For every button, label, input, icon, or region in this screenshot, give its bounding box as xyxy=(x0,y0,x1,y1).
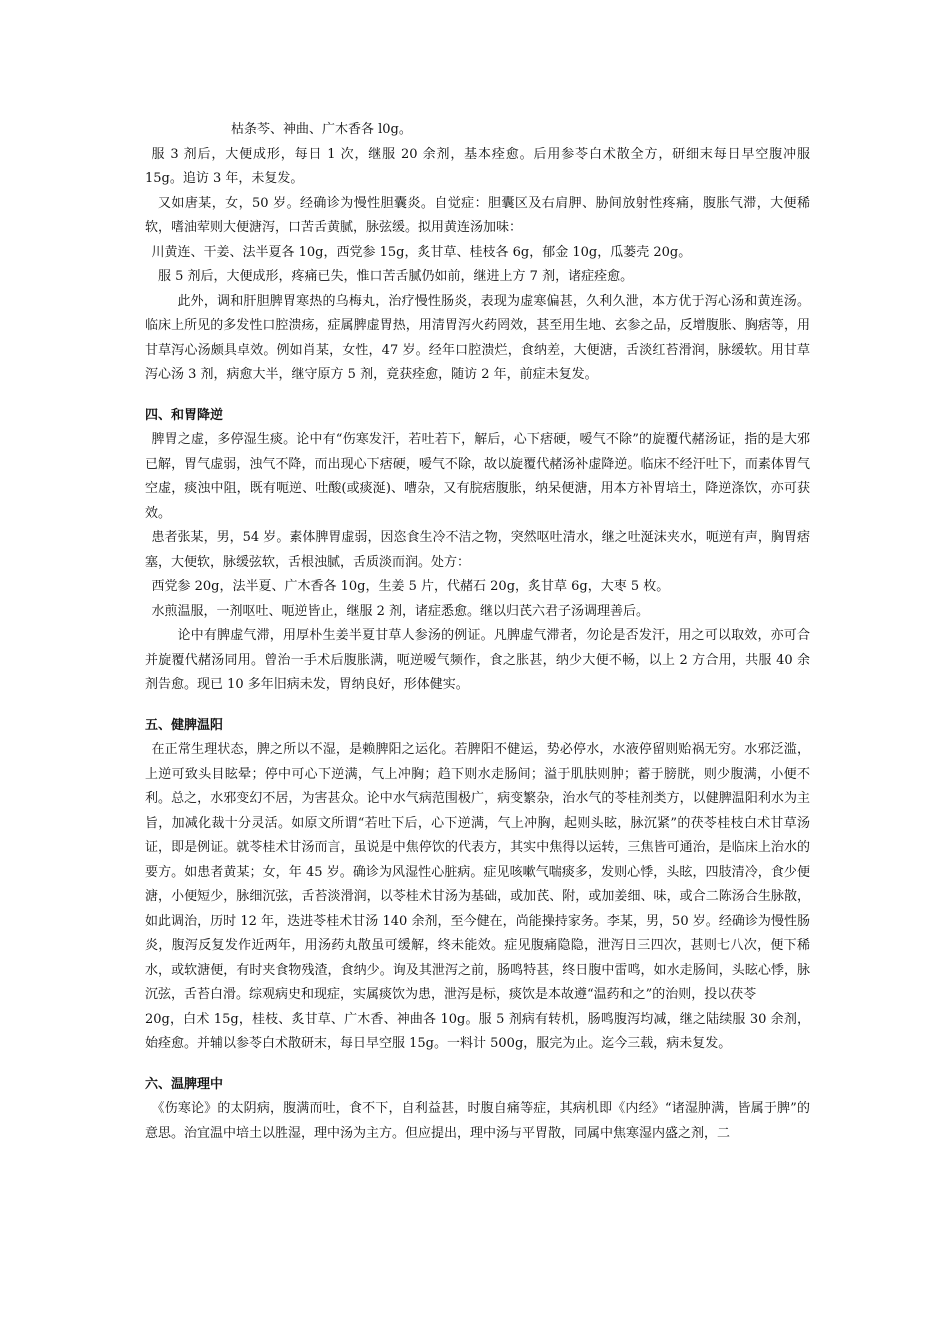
section-heading: 六、温脾理中 xyxy=(145,1076,224,1092)
paragraph: 川黄连、干姜、法半夏各 10g，西党参 15g，炙甘草、桂枝各 6g，郁金 10g，瓜蒌壳 20g。 xyxy=(151,244,692,260)
paragraph: 枯条芩、神曲、广木香各 l0g。 xyxy=(231,122,412,137)
paragraph: 在正常生理状态，脾之所以不湿，是赖脾阳之运化。若脾阳不健运，势必停水，水液停留则贻祸无穷。水邪泛滥，上逆可致头目眩晕；停中可心下逆满，气上冲胸；趋下则水走肠间；溢于肌肤则肿；蓄于膀胱，则少腹满，小便不利。总之，水邪变幻不居，为害甚众。论中水气病范围极广，病变繁杂，治水气的苓桂剂类方，以健脾温阳利水为主旨，加减化裁十分灵活。如原文所谓“若吐下后，心下逆满，气上冲胸，起则头眩，脉沉紧”的茯苓桂枝白术甘草汤证，即是例证。就苓桂术甘汤而言，虽说是中焦停饮的代表方，其实中焦得以运转，三焦皆可通治，是临床上治水的要方。如患者黄某；女，年 45 岁。确诊为风湿性心脏病。症见咳嗽气喘痰多，发则心悸，头眩，四肢清冷，食少便溏，小便短少，脉细沉弦，舌苔淡滑润，以苓桂术甘汤为基础，或加芪、附，或加姜细、味，或合二陈汤合生脉散，如此调治，历时 12 年，迭进苓桂术甘汤 140 余剂，至今健在，尚能操持家务。李某，男，50 岁。经确诊为慢性肠炎，腹泻反复发作近两年，用汤药丸散虽可缓解，终未能效。症见腹痛隐隐，泄泻日三四次，甚则七八次，便下稀水，或软溏便，有时夹食物残渣，食纳少。询及其泄泻之前，肠鸣特甚，终日腹中雷鸣，如水走肠间，头眩心悸，脉沉弦，舌苔白滑。综观病史和现症，实属痰饮为患，泄泻是标，痰饮是本故遵“温药和之”的治则，投以茯苓 xyxy=(145,742,810,1002)
paragraph: 西党参 20g，法半夏、广木香各 10g，生姜 5 片，代赭石 20g，炙甘草 6g，大枣 5 枚。 xyxy=(151,579,670,594)
paragraph: 《伤寒论》的太阴病，腹满而吐，食不下，自利益甚，时腹自痛等症，其病机即《内经》“诸湿肿满，皆属于脾”的意思。治宜温中培土以胜湿，理中汤为主方。但应提出，理中汤与平胃散，同属中焦寒湿内盛之剂，二 xyxy=(145,1101,810,1141)
paragraph: 服 5 剂后，大便成形，疼痛已失，惟口苦舌腻仍如前，继进上方 7 剂，诸症痊愈。 xyxy=(158,269,634,284)
paragraph: 脾胃之虚，多停湿生痰。论中有“伤寒发汗，若吐若下，解后，心下痞硬，嗳气不除”的旋覆代赭汤证，指的是大邪已解，胃气虚弱，浊气不降，而出现心下痞硬，嗳气不除，故以旋覆代赭汤补虚降逆。临床不经汗吐下，而素体胃气空虚，痰浊中阻，既有呃逆、吐酸(或痰涎)、嘈杂，又有脘痞腹胀，纳呆便溏，用本方补胃培土，降逆涤饮，亦可获效。 xyxy=(145,432,810,521)
section-6 xyxy=(145,1073,810,1147)
section-4 xyxy=(145,404,810,698)
document-page xyxy=(145,118,810,1146)
paragraph: 服 3 剂后，大便成形，每日 1 次，继服 20 余剂，基本痊愈。后用参苓白术散全方，研细末每日早空腹冲服 15g。追访 3 年，未复发。 xyxy=(145,146,810,186)
paragraph: 水煎温服，一剂呕吐、呃逆皆止，继服 2 剂，诸症悉愈。继以归芪六君子汤调理善后。 xyxy=(151,603,650,619)
paragraph: 患者张某，男，54 岁。素体脾胃虚弱，因恣食生冷不洁之物，突然呕吐清水，继之吐涎沫夹水，呃逆有声，胸胃痞塞，大便软，脉缓弦软，舌根浊腻，舌质淡而润。处方： xyxy=(145,530,810,570)
section-heading: 五、健脾温阳 xyxy=(145,717,224,733)
section-5 xyxy=(145,714,810,1057)
paragraph: 此外，调和肝胆脾胃寒热的乌梅丸，治疗慢性肠炎，表现为虚寒偏甚，久利久泄，本方优于泻心汤和黄连汤。临床上所见的多发性口腔溃疡，症属脾虚胃热，用清胃泻火药罔效，甚至用生地、玄参之品，反增腹胀、胸痞等，用甘草泻心汤颇具卓效。例如肖某，女性，47 岁。经年口腔溃烂，食纳差，大便溏，舌淡红苔滑润，脉缓软。用甘草泻心汤 3 剂，病愈大半，继守原方 5 剂，竟获痊愈，随访 2 年，前症未复发。 xyxy=(145,293,810,382)
paragraph: 论中有脾虚气滞，用厚朴生姜半夏甘草人参汤的例证。凡脾虚气滞者，勿论是否发汗，用之可以取效，亦可合并旋覆代赭汤同用。曾治一手术后腹胀满，呃逆嗳气频作，食之胀甚，纳少大便不畅，以上 2 方合用，共服 40 余剂告愈。现已 10 多年旧病未发，胃纳良好，形体健实。 xyxy=(145,628,810,692)
section-heading: 四、和胃降逆 xyxy=(145,407,224,423)
paragraph: 又如唐某，女，50 岁。经确诊为慢性胆囊炎。自觉症：胆囊区及右肩胛、胁间放射性疼痛，腹胀气滞，大便稀软，嗜油荤则大便溏泻，口苦舌黄腻，脉弦缓。拟用黄连汤加味： xyxy=(145,195,810,235)
paragraph: 20g，白术 15g，桂枝、炙甘草、广木香、神曲各 10g。服 5 剂病有转机，肠鸣腹泻均减，继之陆续服 30 余剂，始痊愈。并辅以参苓白术散研末，每日早空服 15g。一料计 500g，服完为止。迄今三载，病未复发。 xyxy=(145,1011,810,1051)
